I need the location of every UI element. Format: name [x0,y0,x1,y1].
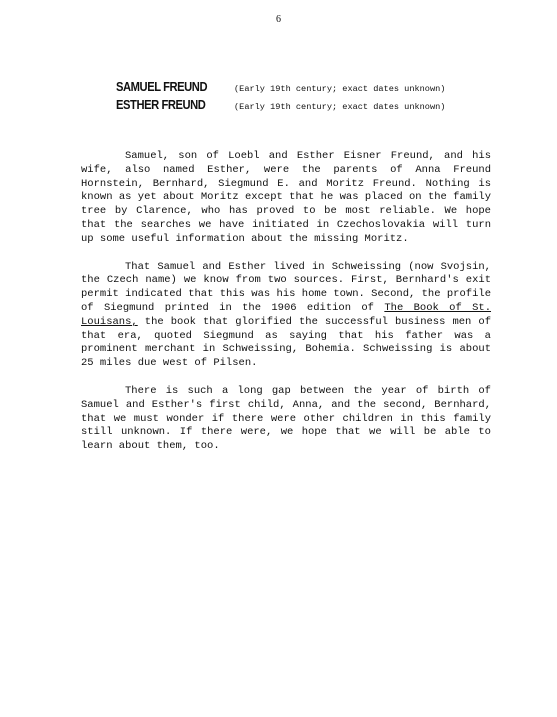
person-header [116,79,496,115]
person-row-samuel [116,79,496,97]
person-name: ESTHER FREUND [116,97,206,112]
body-text [81,150,491,468]
book-title: The Book of St. Louisans, [81,301,492,328]
page-number: 6 [276,14,281,25]
paragraph-text: the book that glorified the successful business men of that era, quoted Siegmund as saying that his father was a prominent merchant in Schweissing, Bohemia. Schweissing is about 25 miles due west of Pilsen. [81,315,491,370]
person-dates: (Early 19th century; exact dates unknown) [234,102,446,112]
person-name: SAMUEL FREUND [116,79,208,94]
person-row-esther [116,97,496,115]
paragraph: Samuel, son of Loebl and Esther Eisner Freund, and his wife, also named Esther, were the parents of Anna Freund Hornstein, Bernhard, Siegmund E. and Moritz Freund. Nothing is known as yet about Moritz except that he was placed on the family tree by Clarence, who has proved to be most reliable. We hope that the searches we have initiated in Czechoslovakia will turn up some useful information about the missing Moritz. [81,150,491,245]
paragraph [81,261,491,371]
person-dates: (Early 19th century; exact dates unknown) [234,84,446,94]
paragraph-text: That Samuel and Esther lived in Schweissing (now Svojsin, the Czech name) we know from two sources. First, Bernhard's exit permit indicated that this was his home town. Second, the profile of Siegmund printed in the 1906 edition of [81,260,491,314]
paragraph: There is such a long gap between the year of birth of Samuel and Esther's first child, Anna, and the second, Bernhard, that we must wonder if there were other children in this family still unknown. If there were, we hope that we will be able to learn about them, too. [81,384,491,453]
